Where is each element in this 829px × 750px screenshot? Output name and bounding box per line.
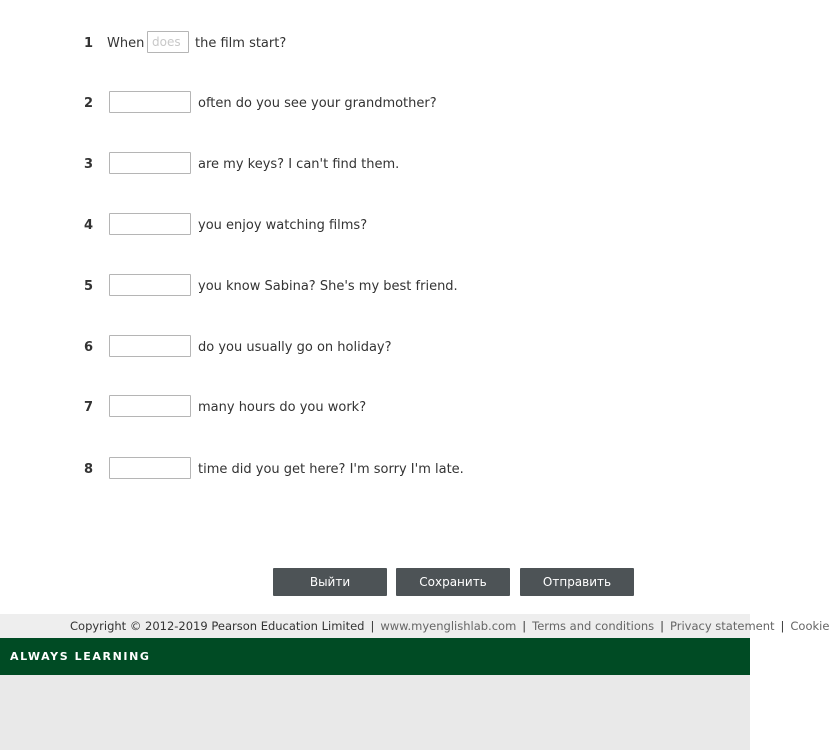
- copyright-text: Copyright © 2012-2019 Pearson Education Limited: [70, 619, 365, 633]
- footer-separator: |: [660, 619, 665, 633]
- question-number: 5: [84, 278, 94, 294]
- answer-input-3[interactable]: [109, 152, 191, 174]
- question-text: many hours do you work?: [198, 399, 367, 415]
- question-row-1: [0, 31, 750, 55]
- footer-separator: |: [522, 619, 527, 633]
- answer-input-4[interactable]: [109, 213, 191, 235]
- answer-input-5[interactable]: [109, 274, 191, 296]
- question-row-8: [0, 457, 750, 481]
- question-row-5: [0, 274, 750, 298]
- question-row-2: [0, 91, 750, 115]
- exit-button[interactable]: Выйти: [273, 568, 387, 596]
- answer-input-6[interactable]: [109, 335, 191, 357]
- question-prefix: When: [107, 35, 145, 51]
- question-number: 1: [84, 35, 94, 51]
- answer-input-2[interactable]: [109, 91, 191, 113]
- question-text: you know Sabina? She's my best friend.: [198, 278, 458, 294]
- question-text: do you usually go on holiday?: [198, 339, 392, 355]
- question-number: 4: [84, 217, 94, 233]
- question-text: time did you get here? I'm sorry I'm late.: [198, 461, 464, 477]
- answer-input-8[interactable]: [109, 457, 191, 479]
- save-button[interactable]: Сохранить: [396, 568, 510, 596]
- question-text: the film start?: [195, 35, 287, 51]
- footer-link-terms[interactable]: Terms and conditions: [532, 619, 655, 633]
- answer-input-7[interactable]: [109, 395, 191, 417]
- question-number: 8: [84, 461, 94, 477]
- brand-logo-text: ALWAYS LEARNING: [10, 650, 151, 663]
- question-text: often do you see your grandmother?: [198, 95, 437, 111]
- question-number: 3: [84, 156, 94, 172]
- footer-link-site[interactable]: www.myenglishlab.com: [380, 619, 517, 633]
- question-row-3: [0, 152, 750, 176]
- page-bottom-background: [0, 675, 750, 750]
- question-row-6: [0, 335, 750, 359]
- answer-input-1[interactable]: [147, 31, 189, 53]
- question-number: 6: [84, 339, 94, 355]
- submit-button[interactable]: Отправить: [520, 568, 634, 596]
- footer-separator: |: [370, 619, 375, 633]
- footer-link-privacy[interactable]: Privacy statement: [670, 619, 775, 633]
- question-number: 7: [84, 399, 94, 415]
- footer-copyright-bar: [0, 614, 829, 638]
- question-row-7: [0, 395, 750, 419]
- brand-bar: [0, 638, 750, 675]
- question-text: are my keys? I can't find them.: [198, 156, 400, 172]
- footer-link-cookie[interactable]: Cookie: [790, 619, 829, 633]
- question-text: you enjoy watching films?: [198, 217, 368, 233]
- question-number: 2: [84, 95, 94, 111]
- footer-separator: |: [780, 619, 785, 633]
- question-row-4: [0, 213, 750, 237]
